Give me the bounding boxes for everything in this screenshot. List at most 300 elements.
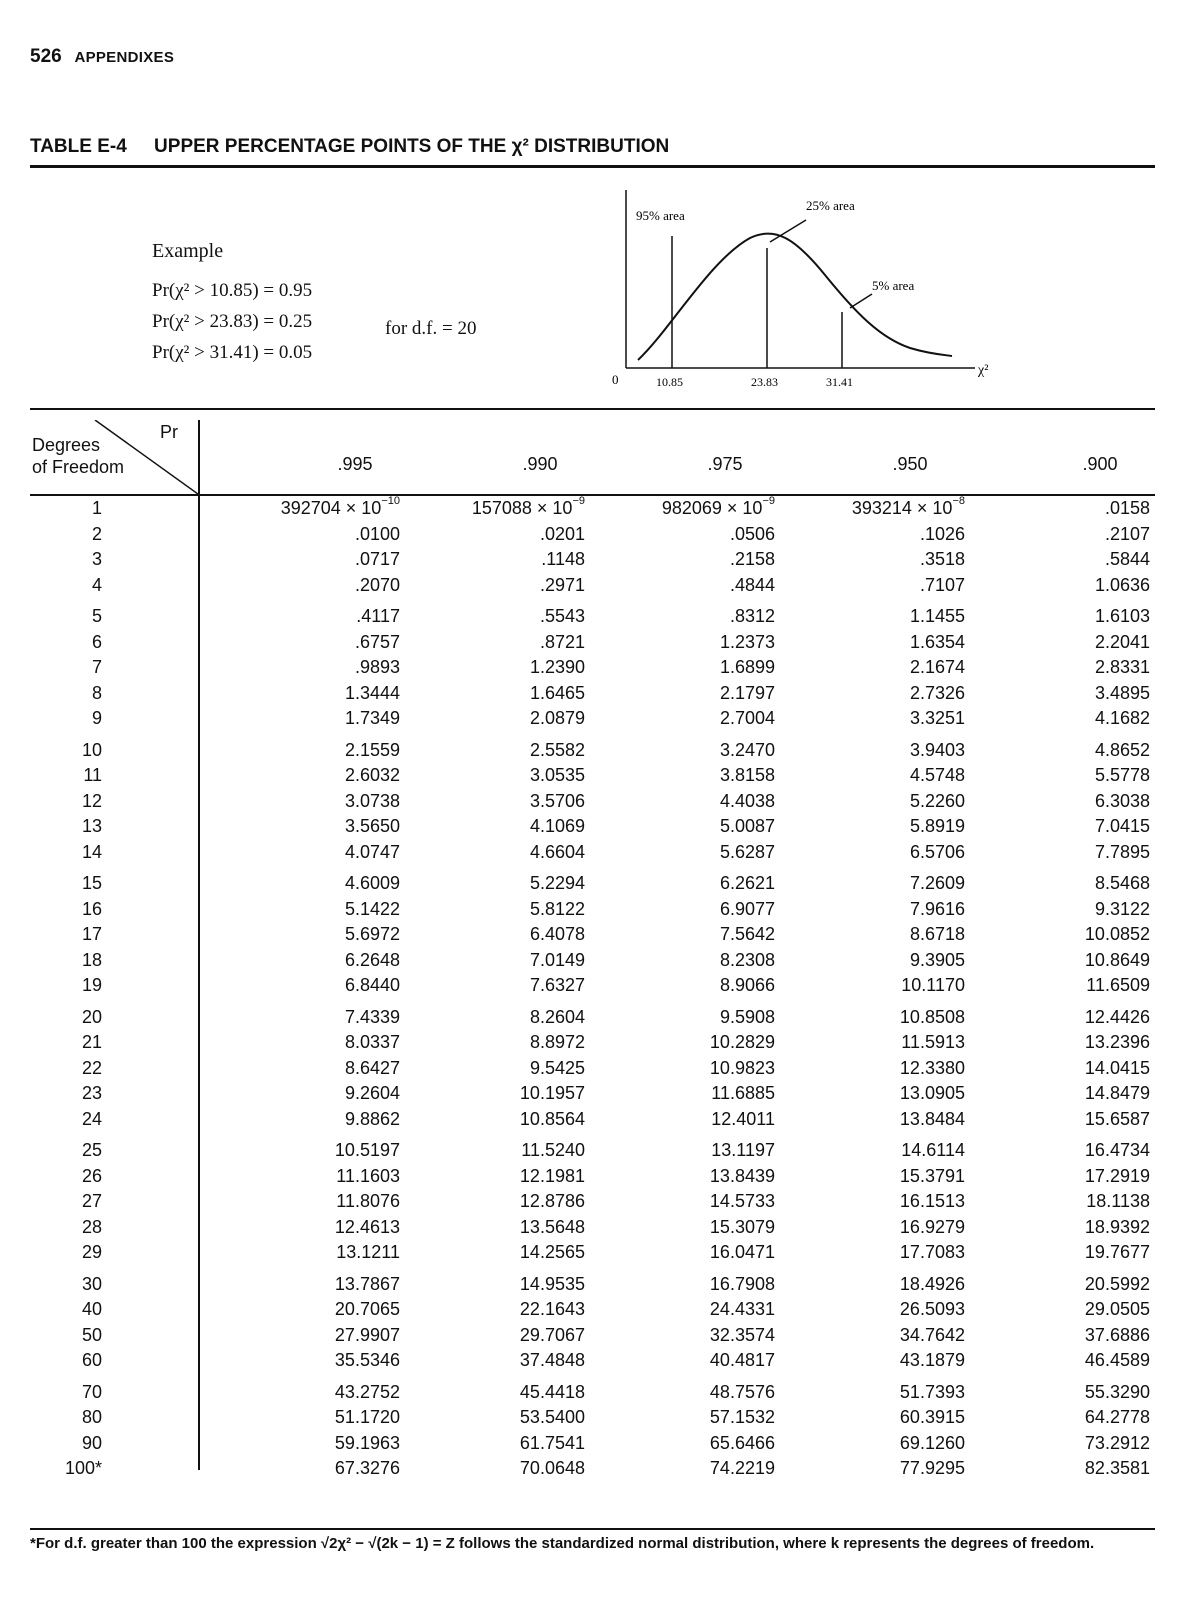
df-cell: 70	[81, 1381, 102, 1402]
value-cell	[920, 549, 965, 570]
value-cell	[345, 924, 400, 945]
table-label: TABLE E-4	[30, 136, 127, 157]
value-cell	[520, 1433, 585, 1454]
value-cell	[901, 975, 965, 996]
table-row	[30, 950, 1155, 976]
value-text: 60.3915	[899, 1407, 965, 1427]
footnote	[30, 1534, 1155, 1554]
value-text: .1026	[919, 523, 965, 544]
example-line-1: Pr(χ² > 10.85) = 0.95	[152, 280, 313, 301]
value-text: 1.6899	[719, 657, 775, 677]
value-text: 8.6718	[909, 924, 965, 944]
value-text: 10.8649	[1084, 949, 1150, 970]
df-cell: 19	[81, 975, 102, 995]
table-row	[30, 1382, 1155, 1408]
value-text: 35.5346	[334, 1350, 400, 1370]
value-cell	[345, 683, 400, 704]
value-text: 57.1532	[709, 1407, 775, 1427]
value-cell	[1085, 1382, 1150, 1403]
column-header-995: .995	[337, 454, 373, 474]
value-text: 7.2609	[909, 873, 965, 893]
value-cell	[910, 740, 965, 761]
value-cell	[345, 1032, 400, 1053]
value-text: 13.8439	[709, 1165, 775, 1186]
table-row	[30, 1350, 1155, 1376]
value-cell	[520, 1458, 585, 1479]
table-row	[30, 495, 1155, 524]
value-text: 7.4339	[344, 1006, 400, 1027]
value-text: .2070	[354, 574, 400, 595]
table-row	[30, 606, 1155, 632]
value-cell	[710, 1350, 775, 1371]
value-text: 14.8479	[1084, 1083, 1150, 1103]
value-text: 9.2604	[344, 1083, 400, 1103]
value-text: 5.8919	[909, 816, 965, 836]
value-text: 6.8440	[344, 975, 400, 995]
value-text: 2.6032	[344, 765, 400, 785]
value-text: .2107	[1104, 523, 1150, 544]
value-text: .0506	[729, 523, 775, 544]
value-cell	[711, 1083, 775, 1104]
value-text: 7.0415	[1094, 816, 1150, 836]
value-exponent: −8	[952, 495, 965, 507]
df-cell: 100*	[64, 1458, 102, 1478]
table-row	[30, 1109, 1155, 1135]
value-cell	[710, 1382, 775, 1403]
value-text: .0100	[354, 523, 400, 544]
value-cell	[345, 1109, 400, 1130]
value-text: 4.5748	[909, 765, 965, 785]
df-cell: 17	[81, 924, 102, 944]
value-text: 8.8972	[529, 1032, 585, 1052]
value-cell	[1095, 708, 1150, 729]
table-top-rule	[30, 408, 1155, 410]
value-cell	[520, 1083, 585, 1104]
value-cell	[720, 791, 775, 812]
value-cell	[1085, 1166, 1150, 1187]
value-cell	[1085, 1299, 1150, 1320]
value-text: 3.5650	[344, 816, 400, 836]
value-text: 7.5642	[719, 924, 775, 944]
value-text: .8721	[539, 631, 585, 652]
axis-label-chi-square: χ²	[978, 363, 989, 378]
value-text: 4.0747	[344, 841, 400, 862]
value-cell	[520, 1382, 585, 1403]
value-cell	[1095, 765, 1150, 786]
value-cell	[336, 1166, 400, 1187]
value-cell	[900, 1299, 965, 1320]
value-cell	[280, 495, 400, 519]
value-cell	[1085, 924, 1150, 945]
table-row	[30, 1083, 1155, 1109]
value-text: 24.4331	[709, 1299, 775, 1319]
value-cell	[730, 549, 775, 570]
value-text: 37.4848	[519, 1350, 585, 1370]
df-cell: 90	[81, 1432, 102, 1453]
value-cell	[530, 683, 585, 704]
value-cell	[520, 1325, 585, 1346]
value-cell	[471, 495, 585, 519]
value-text: 77.9295	[899, 1458, 965, 1478]
df-cell: 24	[81, 1108, 102, 1129]
value-cell	[720, 657, 775, 678]
value-exponent: −9	[762, 495, 775, 507]
value-text: .4844	[729, 574, 775, 595]
value-cell	[711, 1109, 775, 1130]
value-text: 11.5913	[901, 1032, 965, 1052]
value-text: 3.4895	[1094, 682, 1150, 703]
value-cell	[530, 975, 585, 996]
value-text: 1.6465	[529, 682, 585, 703]
value-text: 48.7576	[709, 1381, 775, 1402]
value-cell	[345, 1058, 400, 1079]
value-text: 3.5706	[529, 790, 585, 811]
df-cell: 22	[81, 1057, 102, 1078]
value-text: 9.5908	[719, 1006, 775, 1027]
footnote-expression: √2χ² − √(2k − 1) = Z	[320, 1535, 455, 1552]
df-cell: 80	[81, 1407, 102, 1427]
value-text: 17.2919	[1084, 1165, 1150, 1186]
table-caption: UPPER PERCENTAGE POINTS OF THE χ² DISTRIBUTION	[154, 136, 670, 157]
table-row	[30, 575, 1155, 601]
value-text: 5.1422	[344, 898, 400, 919]
table-row	[30, 899, 1155, 925]
density-curve	[638, 234, 952, 360]
value-text: 7.6327	[529, 975, 585, 995]
value-cell	[1095, 657, 1150, 678]
value-cell	[540, 524, 585, 545]
value-cell	[1105, 498, 1150, 519]
value-cell	[710, 1032, 775, 1053]
value-cell	[335, 1217, 400, 1238]
value-text: 10.1957	[519, 1083, 585, 1103]
value-text: 1.2390	[529, 657, 585, 677]
value-text: 32.3574	[709, 1324, 775, 1345]
value-cell	[1085, 1007, 1150, 1028]
value-text: 7.0149	[529, 949, 585, 970]
table-row	[30, 1058, 1155, 1084]
value-cell	[1085, 1407, 1150, 1428]
value-cell	[530, 924, 585, 945]
value-cell	[1095, 740, 1150, 761]
table-row	[30, 791, 1155, 817]
df-cell: 3	[91, 549, 102, 569]
label-5-area: 5% area	[872, 278, 915, 293]
value-text: 4.4038	[719, 790, 775, 811]
value-text: 7.9616	[909, 898, 965, 919]
value-cell	[910, 606, 965, 627]
value-text: 2.1674	[909, 657, 965, 677]
value-cell	[355, 632, 400, 653]
value-text: 20.7065	[334, 1299, 400, 1319]
value-cell	[520, 1242, 585, 1263]
value-text: 1.7349	[344, 708, 400, 728]
value-text: 70.0648	[519, 1458, 585, 1478]
df-cell: 60	[81, 1350, 102, 1370]
value-text: 5.6287	[719, 841, 775, 862]
value-text: 14.2565	[519, 1242, 585, 1262]
value-cell	[1085, 1433, 1150, 1454]
value-text: 5.0087	[719, 816, 775, 836]
value-cell	[730, 524, 775, 545]
df-cell: 28	[81, 1216, 102, 1237]
value-text: 1.3444	[344, 682, 400, 703]
value-cell	[335, 1407, 400, 1428]
table-row	[30, 1140, 1155, 1166]
value-text: .8312	[729, 606, 775, 626]
table-row	[30, 765, 1155, 791]
value-cell	[1095, 575, 1150, 596]
value-cell	[345, 816, 400, 837]
column-header-950: .950	[892, 454, 928, 474]
value-text: 4.1682	[1094, 708, 1150, 728]
df-cell: 16	[81, 898, 102, 919]
value-cell	[540, 606, 585, 627]
tick-label-31-41: 31.41	[826, 375, 853, 389]
value-text: 34.7642	[899, 1324, 965, 1345]
value-text: .0158	[1104, 498, 1150, 518]
value-cell	[910, 816, 965, 837]
value-cell	[710, 1325, 775, 1346]
value-text: .6757	[354, 631, 400, 652]
value-cell	[910, 708, 965, 729]
value-cell	[530, 950, 585, 971]
example-line-3: Pr(χ² > 31.41) = 0.05	[152, 342, 313, 363]
value-cell	[910, 899, 965, 920]
value-text: 18.4926	[899, 1273, 965, 1294]
value-cell	[661, 495, 775, 519]
value-text: 43.1879	[899, 1350, 965, 1370]
value-text: 19.7677	[1084, 1242, 1150, 1262]
value-cell	[530, 816, 585, 837]
value-cell	[1085, 1217, 1150, 1238]
df-cell: 26	[81, 1165, 102, 1186]
value-text: 45.4418	[519, 1381, 585, 1402]
value-cell	[900, 1382, 965, 1403]
df-cell: 1	[91, 498, 102, 518]
value-cell	[900, 1109, 965, 1130]
value-text: 16.9279	[899, 1216, 965, 1237]
value-text: 18.9392	[1084, 1216, 1150, 1237]
value-text: 73.2912	[1084, 1432, 1150, 1453]
value-text: 29.0505	[1084, 1299, 1150, 1319]
value-cell	[900, 1166, 965, 1187]
value-cell	[530, 1058, 585, 1079]
value-cell	[345, 1007, 400, 1028]
value-cell	[520, 1350, 585, 1371]
value-text: 6.2621	[719, 873, 775, 893]
value-cell	[900, 1274, 965, 1295]
value-cell	[900, 1407, 965, 1428]
table-row	[30, 1217, 1155, 1243]
value-cell	[720, 683, 775, 704]
value-text: 157088 × 10	[471, 498, 573, 518]
value-cell	[335, 1140, 400, 1161]
value-cell	[1086, 1191, 1150, 1212]
value-text: 82.3581	[1084, 1458, 1150, 1478]
pointer-5-area	[850, 294, 872, 308]
table-row	[30, 1299, 1155, 1325]
value-text: .5543	[539, 606, 585, 626]
table-row	[30, 1325, 1155, 1351]
value-cell	[900, 1058, 965, 1079]
value-text: 46.4589	[1084, 1350, 1150, 1370]
value-text: 10.8564	[519, 1108, 585, 1129]
tick-label-10-85: 10.85	[656, 375, 683, 389]
df-cell: 23	[81, 1083, 102, 1103]
value-text: 74.2219	[709, 1458, 775, 1478]
label-25-area: 25% area	[806, 198, 855, 213]
df-cell: 30	[81, 1273, 102, 1294]
value-cell	[540, 632, 585, 653]
table-row	[30, 1458, 1155, 1484]
value-text: 18.1138	[1086, 1191, 1150, 1211]
value-text: 8.0337	[344, 1032, 400, 1052]
value-text: 15.6587	[1084, 1108, 1150, 1129]
corner-df-label	[32, 434, 124, 478]
value-cell	[901, 1032, 965, 1053]
value-cell	[345, 791, 400, 812]
value-text: 8.2604	[529, 1006, 585, 1027]
value-cell	[1095, 899, 1150, 920]
value-text: 6.3038	[1094, 790, 1150, 811]
value-cell	[530, 1032, 585, 1053]
page-number: 526	[30, 46, 62, 67]
footnote-text-a: *For d.f. greater than 100 the expression	[30, 1535, 321, 1552]
value-text: 43.2752	[334, 1381, 400, 1402]
value-text: 59.1963	[334, 1432, 400, 1453]
value-text: 16.0471	[709, 1242, 775, 1262]
value-cell	[710, 1274, 775, 1295]
value-text: 6.9077	[719, 898, 775, 919]
value-text: 10.8508	[899, 1006, 965, 1027]
value-cell	[356, 606, 400, 627]
value-cell	[530, 899, 585, 920]
value-text: 13.8484	[899, 1108, 965, 1129]
value-text: 1.6103	[1094, 606, 1150, 626]
value-text: 12.1981	[519, 1165, 585, 1186]
value-text: 9.3122	[1094, 898, 1150, 919]
table-row	[30, 549, 1155, 575]
value-text: 12.4426	[1084, 1006, 1150, 1027]
value-cell	[710, 1433, 775, 1454]
value-cell	[336, 1191, 400, 1212]
value-cell	[900, 1325, 965, 1346]
value-cell	[1085, 950, 1150, 971]
value-cell	[900, 1458, 965, 1479]
table-row	[30, 632, 1155, 658]
value-text: 12.8786	[519, 1191, 585, 1211]
df-cell: 5	[91, 606, 102, 626]
value-cell	[1095, 606, 1150, 627]
value-cell	[730, 606, 775, 627]
value-text: 53.5400	[519, 1407, 585, 1427]
table-row	[30, 873, 1155, 899]
value-text: 9.8862	[344, 1108, 400, 1129]
value-cell	[900, 1191, 965, 1212]
value-text: 4.6009	[344, 873, 400, 893]
value-text: .2971	[539, 574, 585, 595]
value-cell	[720, 873, 775, 894]
value-text: 6.4078	[529, 924, 585, 944]
value-text: 11.6509	[1086, 975, 1150, 995]
value-cell	[1095, 816, 1150, 837]
value-text: 3.0535	[529, 765, 585, 785]
value-text: 17.7083	[899, 1242, 965, 1262]
table-title	[30, 136, 669, 158]
value-cell	[711, 1140, 775, 1161]
example-block	[152, 236, 312, 368]
value-cell	[851, 495, 965, 519]
example-df-note: for d.f. = 20	[385, 318, 477, 339]
df-cell: 12	[81, 790, 102, 811]
value-cell	[1085, 1274, 1150, 1295]
value-cell	[720, 950, 775, 971]
value-cell	[345, 899, 400, 920]
value-text: 5.5778	[1094, 765, 1150, 785]
df-cell: 8	[91, 682, 102, 703]
value-text: 13.0905	[899, 1083, 965, 1103]
table-row	[30, 842, 1155, 868]
value-text: 392704 × 10	[280, 498, 382, 518]
table-row	[30, 1433, 1155, 1459]
value-cell	[720, 842, 775, 863]
value-cell	[530, 791, 585, 812]
value-text: 3.8158	[719, 765, 775, 785]
value-text: 8.6427	[344, 1057, 400, 1078]
value-text: 10.2829	[709, 1032, 775, 1052]
value-cell	[720, 740, 775, 761]
value-text: 13.2396	[1084, 1032, 1150, 1052]
value-text: 1.6354	[909, 631, 965, 652]
value-cell	[1085, 1083, 1150, 1104]
value-text: 15.3079	[709, 1216, 775, 1237]
value-cell	[520, 1299, 585, 1320]
value-text: 12.3380	[899, 1057, 965, 1078]
value-cell	[345, 873, 400, 894]
value-cell	[720, 1007, 775, 1028]
value-cell	[355, 549, 400, 570]
df-cell: 50	[81, 1324, 102, 1345]
value-cell	[345, 975, 400, 996]
table-row	[30, 1274, 1155, 1300]
value-cell	[900, 1242, 965, 1263]
value-cell	[335, 1299, 400, 1320]
value-cell	[910, 950, 965, 971]
corner-df-line-1: Degrees	[32, 435, 101, 455]
value-text: 982069 × 10	[661, 498, 763, 518]
table-row	[30, 1007, 1155, 1033]
value-text: 4.6604	[529, 841, 585, 862]
page-header	[30, 46, 174, 68]
value-cell	[345, 842, 400, 863]
value-cell	[521, 1140, 585, 1161]
title-rule	[30, 165, 1155, 168]
value-cell	[910, 873, 965, 894]
value-cell	[720, 975, 775, 996]
value-cell	[710, 1058, 775, 1079]
value-text: 67.3276	[334, 1458, 400, 1478]
value-cell	[900, 1007, 965, 1028]
table-row	[30, 1407, 1155, 1433]
value-cell	[1085, 1032, 1150, 1053]
value-text: 65.6466	[709, 1432, 775, 1453]
value-cell	[710, 1407, 775, 1428]
value-text: 4.8652	[1094, 739, 1150, 760]
value-text: 10.0852	[1084, 924, 1150, 944]
value-text: 1.0636	[1094, 574, 1150, 595]
example-title: Example	[152, 240, 224, 262]
